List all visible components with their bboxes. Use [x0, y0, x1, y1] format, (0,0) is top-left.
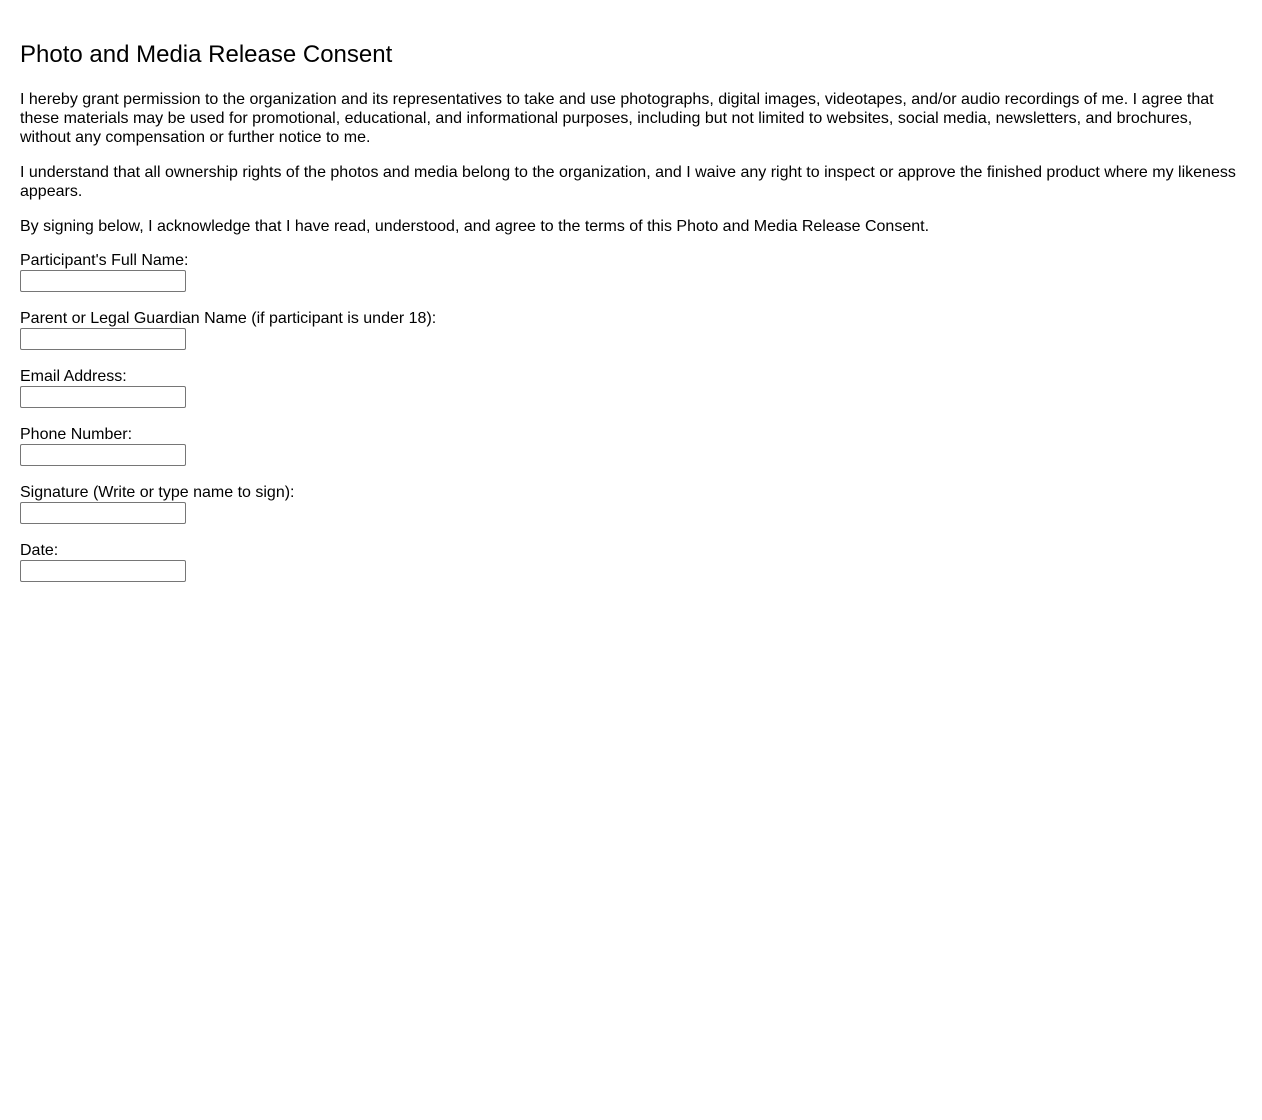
consent-paragraph-ownership: I understand that all ownership rights of the photos and media belong to the organization, and I waive any right to inspect or approve the finished product where my likeness appears. [20, 164, 1236, 200]
date-label: Date: [20, 542, 59, 559]
signature-input[interactable] [20, 502, 186, 524]
guardian-name-label: Parent or Legal Guardian Name (if participant is under 18): [20, 310, 437, 327]
consent-paragraph-acknowledgement: By signing below, I acknowledge that I have read, understood, and agree to the terms of this Photo and Media Release Consent. [20, 218, 930, 235]
phone-input[interactable] [20, 444, 186, 466]
consent-paragraph-permission: I hereby grant permission to the organization and its representatives to take and use photographs, digital images, videotapes, and/or audio recordings of me. I agree that these materials may be used for promotional, educational, and informational purposes, including but not limited to websites, social media, newsletters, and brochures, without any compensation or further notice to me. [20, 91, 1214, 146]
date-group [20, 542, 1242, 582]
date-input[interactable] [20, 560, 186, 582]
guardian-name-group [20, 310, 1242, 350]
signature-group [20, 484, 1242, 524]
signature-label: Signature (Write or type name to sign): [20, 484, 295, 501]
consent-form [20, 252, 1242, 582]
email-input[interactable] [20, 386, 186, 408]
page-title: Photo and Media Release Consent [20, 41, 393, 68]
email-group [20, 368, 1242, 408]
participant-name-group [20, 252, 1242, 292]
guardian-name-input[interactable] [20, 328, 186, 350]
participant-name-input[interactable] [20, 270, 186, 292]
phone-group [20, 426, 1242, 466]
phone-label: Phone Number: [20, 426, 133, 443]
email-label: Email Address: [20, 368, 127, 385]
participant-name-label: Participant's Full Name: [20, 252, 189, 269]
